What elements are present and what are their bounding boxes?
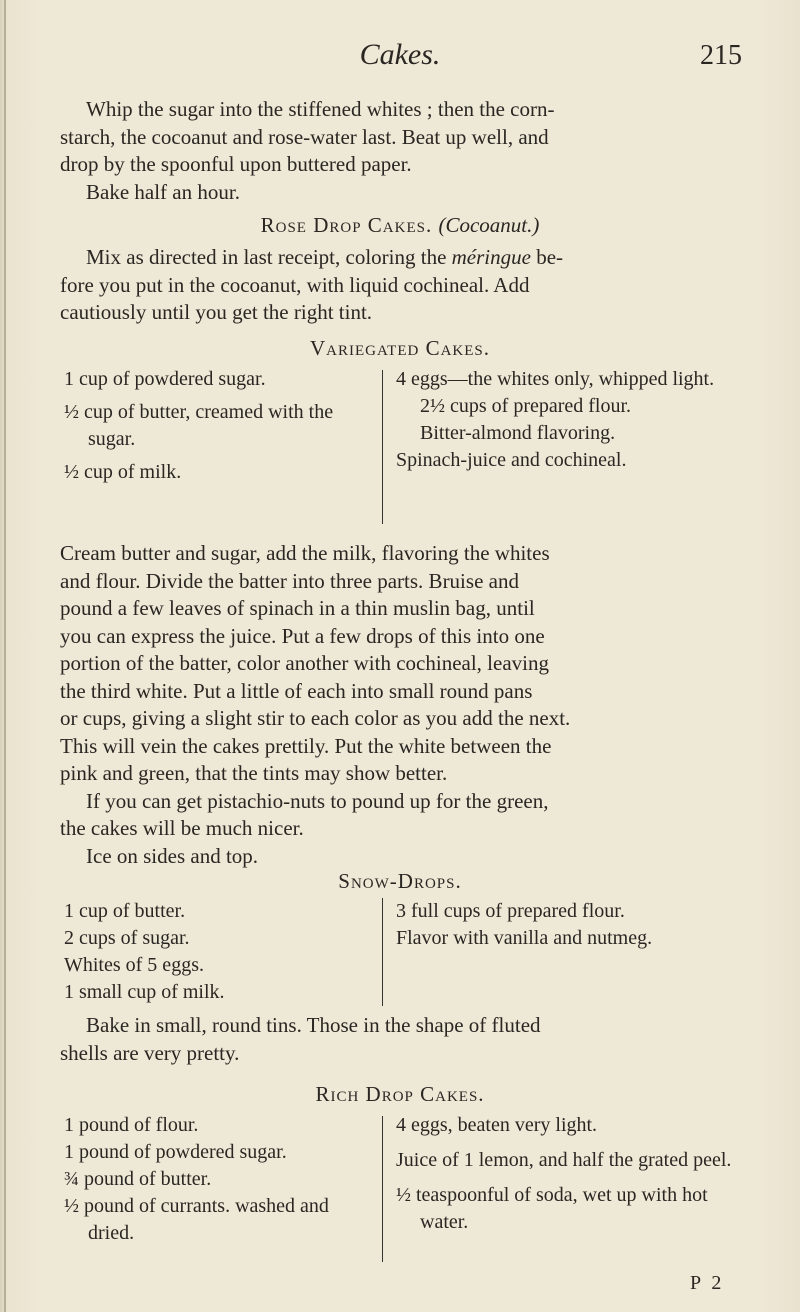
text-segment: Mix as directed in last receipt, coloring the bbox=[86, 245, 452, 269]
text-line: Cream butter and sugar, add the milk, flavoring the whites bbox=[60, 541, 550, 565]
text-line: fore you put in the cocoanut, with liquid cochineal. Add bbox=[60, 272, 530, 297]
ingredient-item: 4 eggs, beaten very light. bbox=[396, 1114, 598, 1136]
rich-drop-ingredients bbox=[64, 1112, 740, 1264]
text-line: the cakes will be much nicer. bbox=[60, 816, 304, 840]
text-line: Bake in small, round tins. Those in the shape of fluted bbox=[86, 1013, 541, 1037]
ingredient-item: ½ cup of milk. bbox=[64, 461, 182, 483]
rose-drop-paragraph bbox=[60, 244, 740, 327]
snow-drops-heading: Snow-Drops. bbox=[338, 869, 462, 893]
text-line: cautiously until you get the right tint. bbox=[60, 300, 373, 324]
page-gutter-shadow bbox=[4, 0, 6, 1312]
column-divider bbox=[382, 1116, 383, 1262]
ingredient-item: Flavor with vanilla and nutmeg. bbox=[396, 927, 653, 949]
ingredient-item: 4 eggs—the whites only, whipped light. bbox=[396, 368, 715, 390]
ingredient-item: 1 small cup of milk. bbox=[64, 981, 225, 1003]
ingredients-left bbox=[64, 1112, 370, 1247]
text-line: you can express the juice. Put a few drops of this into one bbox=[60, 623, 545, 648]
text-line: drop by the spoonful upon buttered paper. bbox=[60, 152, 412, 176]
snow-drops-paragraph bbox=[60, 1012, 740, 1067]
ingredient-item: ½ cup of butter, creamed with the sugar. bbox=[64, 401, 334, 450]
text-line: starch, the cocoanut and rose-water last. Beat up well, and bbox=[60, 124, 549, 149]
text-line: shells are very pretty. bbox=[60, 1040, 240, 1065]
text-line: Ice on sides and top. bbox=[86, 843, 259, 868]
text-line: Whip the sugar into the stiffened whites ; then the corn- bbox=[86, 97, 555, 121]
column-divider bbox=[382, 898, 383, 1006]
variegated-heading: Variegated Cakes. bbox=[310, 336, 490, 360]
text-line: pound a few leaves of spinach in a thin muslin bag, until bbox=[60, 596, 535, 620]
heading-subtitle: (Cocoanut.) bbox=[438, 213, 540, 237]
ingredients-left bbox=[64, 898, 370, 1006]
variegated-ingredients bbox=[64, 366, 740, 530]
text-segment: be- bbox=[530, 245, 564, 269]
ingredients-left bbox=[64, 366, 370, 486]
text-line: pink and green, that the tints may show better. bbox=[60, 761, 448, 785]
ingredient-item: ¾ pound of butter. bbox=[64, 1168, 212, 1190]
page-header bbox=[0, 38, 800, 78]
ingredient-item: ½ teaspoonful of soda, wet up with hot water. bbox=[396, 1184, 708, 1233]
emphasis-text: méringue bbox=[451, 245, 531, 269]
ingredients-right bbox=[396, 1112, 740, 1236]
ingredient-item: 1 pound of powdered sugar. bbox=[64, 1141, 287, 1163]
ingredient-item: Spinach-juice and cochineal. bbox=[396, 449, 627, 471]
ingredient-item: Juice of 1 lemon, and half the grated peel. bbox=[396, 1149, 732, 1171]
text-line: Bake half an hour. bbox=[86, 179, 240, 204]
rose-drop-heading bbox=[0, 213, 800, 238]
ingredients-right bbox=[396, 898, 740, 952]
text-line: or cups, giving a slight stir to each color as you add the next. bbox=[60, 706, 571, 730]
text-line bbox=[60, 244, 740, 272]
ingredient-item: Whites of 5 eggs. bbox=[64, 954, 204, 976]
intro-paragraph bbox=[60, 96, 740, 206]
text-line: portion of the batter, color another with cochineal, leaving bbox=[60, 651, 549, 675]
ingredients-right bbox=[396, 366, 740, 474]
heading-title: Rose Drop Cakes. bbox=[260, 213, 433, 237]
ingredient-item: 2 cups of sugar. bbox=[64, 927, 190, 949]
ingredient-item: 2½ cups of prepared flour. bbox=[420, 395, 632, 417]
page-number: 215 bbox=[700, 40, 742, 71]
running-title: Cakes. bbox=[359, 38, 441, 71]
variegated-paragraph bbox=[60, 540, 740, 870]
text-line: the third white. Put a little of each into small round pans bbox=[60, 678, 533, 703]
column-divider bbox=[382, 370, 383, 524]
ingredient-item: ½ pound of currants. washed and dried. bbox=[64, 1195, 329, 1244]
signature-mark: P 2 bbox=[690, 1272, 725, 1294]
text-line: If you can get pistachio-nuts to pound up for the green, bbox=[86, 788, 549, 813]
ingredient-item: 1 cup of powdered sugar. bbox=[64, 368, 266, 390]
text-line: This will vein the cakes prettily. Put the white between the bbox=[60, 733, 552, 758]
snow-drops-ingredients bbox=[64, 898, 740, 1010]
rich-drop-heading: Rich Drop Cakes. bbox=[315, 1082, 485, 1106]
ingredient-item: 1 pound of flour. bbox=[64, 1114, 199, 1136]
ingredient-item: Bitter-almond flavoring. bbox=[420, 422, 616, 444]
ingredient-item: 1 cup of butter. bbox=[64, 900, 186, 922]
ingredient-item: 3 full cups of prepared flour. bbox=[396, 900, 625, 922]
text-line: and flour. Divide the batter into three parts. Bruise and bbox=[60, 568, 519, 593]
